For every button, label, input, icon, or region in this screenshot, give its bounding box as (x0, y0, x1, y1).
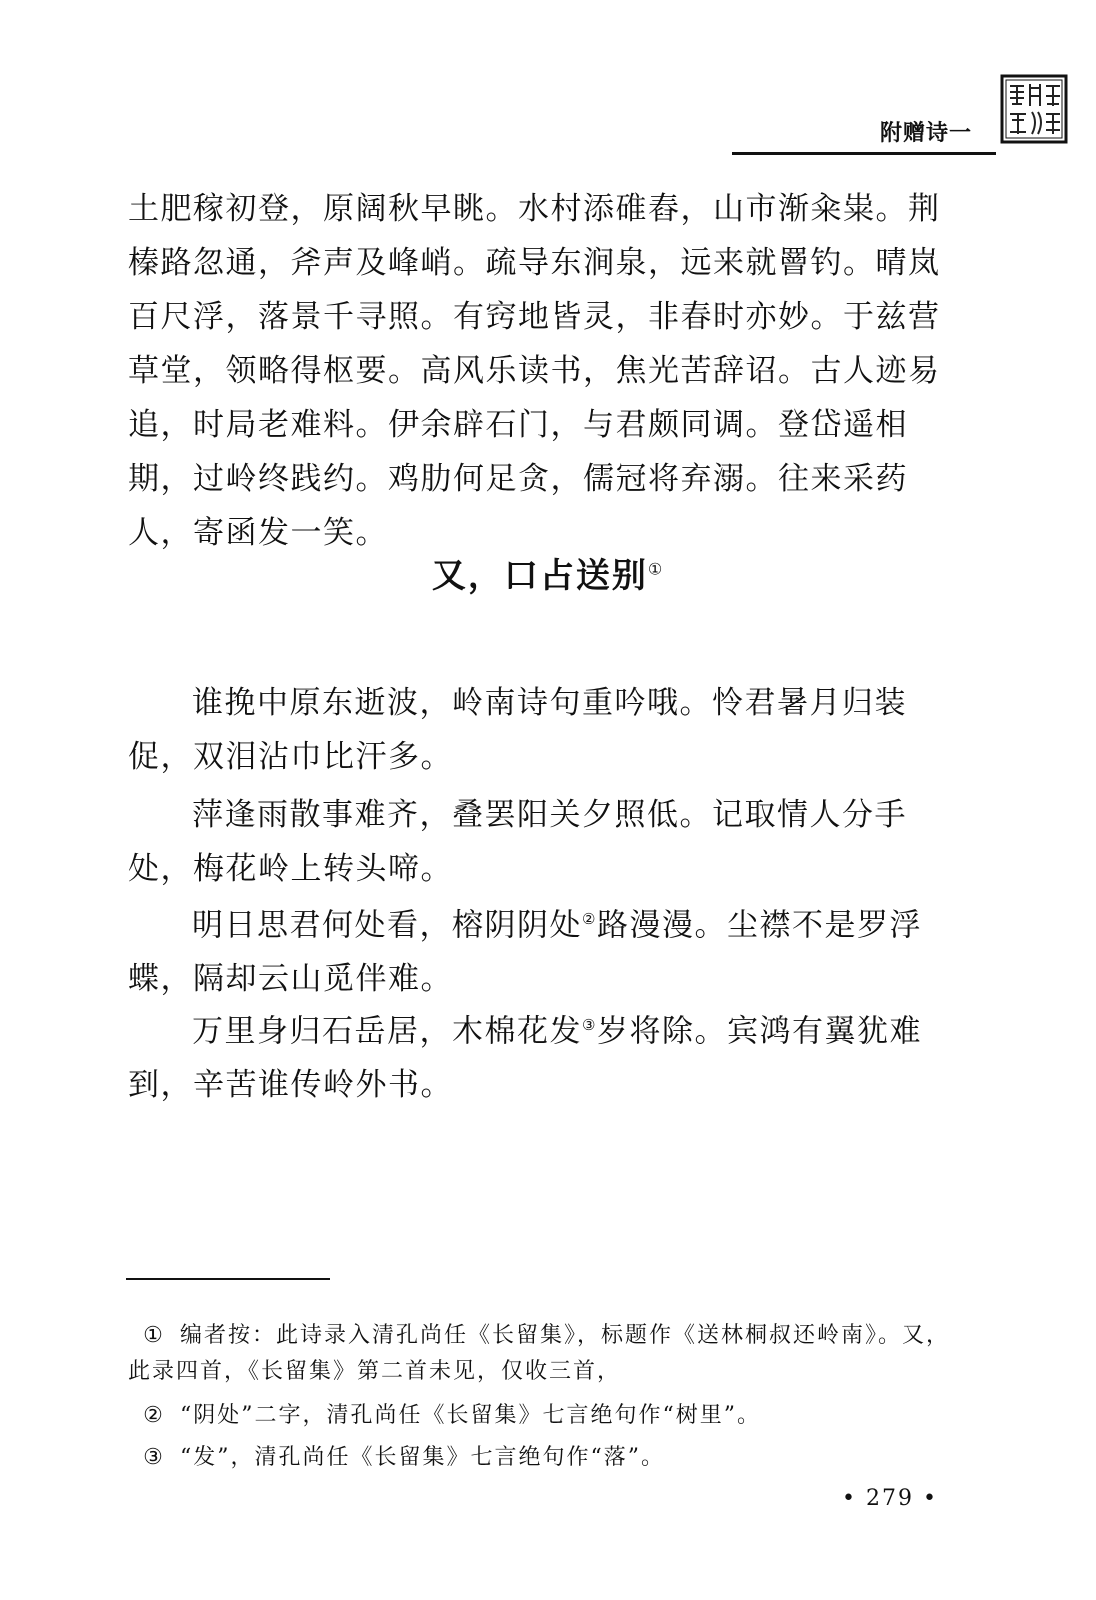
footnote-text: 编者按：此诗录入清孔尚任《长留集》，标题作《送林桐叔还岭南》。又，此录四首，《长留集》第二首未见，仅收三首， (128, 1323, 951, 1384)
footnote-3 (128, 1440, 958, 1476)
verse-text: 路漫漫。尘襟不是罗浮蝶，隔却云山觅伴难。 (128, 907, 922, 998)
footnote-text: “发”，清孔尚任《长留集》七言绝句作“落”。 (180, 1445, 665, 1470)
footnote-marker: ③ (143, 1445, 165, 1470)
footnote-ref-1: ① (647, 559, 665, 579)
verse-text: 万里身归石岳居，木棉花发 (192, 1013, 582, 1050)
verse-3 (128, 892, 960, 1006)
verse-2 (128, 788, 960, 896)
footnote-rule (126, 1278, 330, 1280)
poem-title (0, 548, 1096, 597)
verse-4 (128, 998, 960, 1112)
verse-text: 岁将除。宾鸿有翼犹难到，辛苦谁传岭外书。 (128, 1013, 922, 1104)
footnote-ref-3: ③ (582, 1016, 597, 1034)
footnote-ref-2: ② (582, 910, 597, 928)
poem-title-text: 又，口占送别 (431, 556, 648, 596)
verse-1 (128, 676, 960, 784)
verse-text: 明日思君何处看，榕阴阴处 (192, 907, 582, 944)
footnote-marker: ① (143, 1323, 165, 1348)
verse-text: 萍逢雨散事难齐，叠罢阳关夕照低。记取情人分手处，梅花岭上转头啼。 (128, 797, 907, 887)
running-head-title: 附赠诗一 (879, 121, 972, 146)
poem-prose-paragraph: 土肥稼初登，原阔秋早眺。水村添碓舂，山市渐籴粜。荆榛路忽通，斧声及峰峭。疏导东涧泉，远来就罾钓。晴岚百尺浮，落景千寻照。有窍地皆灵，非春时亦妙。于兹营草堂，领略得枢要。高风乐读书，焦光苦辞诏。古人迹易追，时局老难料。伊余辟石门，与君颇同调。登岱遥相期，过岭终践约。鸡肋何足贪，儒冠将弃溺。往来采药人，寄函发一笑。 (128, 191, 941, 551)
footnote-text: “阴处”二字，清孔尚任《长留集》七言绝句作“树里”。 (180, 1403, 761, 1428)
header-rule (732, 152, 996, 155)
footnote-marker: ② (143, 1403, 165, 1428)
seal-stamp-icon (1000, 74, 1068, 144)
page-number: • 279 • (842, 1486, 938, 1511)
footnote-1 (128, 1318, 958, 1390)
verse-text: 谁挽中原东逝波，岭南诗句重吟哦。怜君暑月归装促，双泪沾巾比汗多。 (128, 685, 907, 775)
footnote-2 (128, 1398, 958, 1434)
